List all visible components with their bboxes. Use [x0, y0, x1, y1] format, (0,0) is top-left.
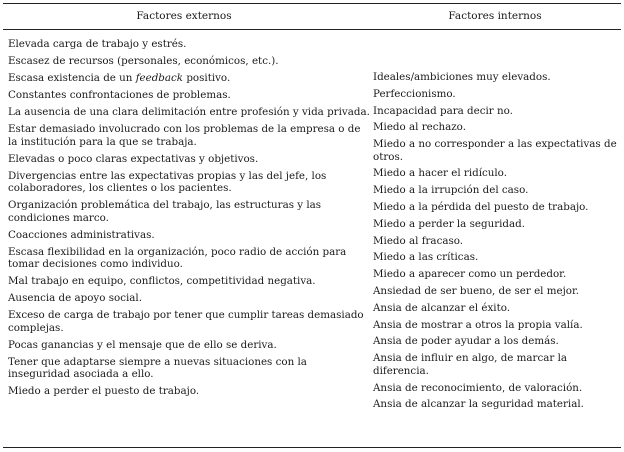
- header-internal: Factores internos: [448, 10, 542, 22]
- list-item: Organización problemática del trabajo, las estructuras y las condiciones marco.: [8, 199, 322, 224]
- internal-factors-list: [373, 71, 619, 415]
- list-item: Ansia de reconocimiento, de valoración.: [373, 381, 583, 394]
- list-item: Ansia de poder ayudar a los demás.: [373, 335, 559, 348]
- list-item: Escasa flexibilidad en la organización, poco radio de acción para tomar decisiones como individuo.: [8, 245, 347, 270]
- list-item: Incapacidad para decir no.: [373, 104, 513, 117]
- list-item: Miedo al rechazo.: [373, 121, 466, 134]
- bottom-rule: [3, 447, 621, 448]
- header-rule: [3, 29, 621, 30]
- list-item: Pocas ganancias y el mensaje que de ello se deriva.: [8, 338, 277, 351]
- header-external: Factores externos: [136, 10, 232, 22]
- list-item: Miedo a no corresponder a las expectativas de otros.: [373, 138, 617, 163]
- list-item: Ansiedad de ser bueno, de ser el mejor.: [373, 285, 580, 298]
- list-item: Exceso de carga de trabajo por tener que cumplir tareas demasiado complejas.: [8, 309, 364, 334]
- list-item: Estar demasiado involucrado con los problemas de la empresa o de la institución para la que se trabaja.: [8, 123, 361, 148]
- list-item: Miedo al fracaso.: [373, 234, 464, 247]
- list-item: Ausencia de apoyo social.: [8, 292, 142, 304]
- list-item: Miedo a aparecer como un perdedor.: [373, 268, 567, 281]
- list-item: Miedo a perder la seguridad.: [373, 217, 526, 230]
- list-item: Ideales/ambiciones muy elevados.: [373, 71, 551, 83]
- list-item: Elevadas o poco claras expectativas y objetivos.: [8, 152, 259, 165]
- list-item: Ansia de influir en algo, de marcar la diferencia.: [373, 352, 568, 377]
- list-item: Miedo a la irrupción del caso.: [373, 184, 529, 197]
- list-item: Escasez de recursos (personales, económicos, etc.).: [8, 55, 279, 67]
- list-item: Tener que adaptarse siempre a nuevas situaciones con la inseguridad asociada a ello.: [8, 355, 307, 380]
- list-item: Miedo a perder el puesto de trabajo.: [8, 385, 200, 397]
- list-item: Ansia de alcanzar la seguridad material.: [373, 398, 584, 411]
- list-item: Divergencias entre las expectativas propias y las del jefe, los colaboradores, los clientes o los pacientes.: [8, 169, 327, 194]
- external-factors-list: [8, 38, 370, 402]
- list-item: La ausencia de una clara delimitación entre profesión y vida privada.: [8, 106, 370, 118]
- list-item: Ansia de mostrar a otros la propia valía.: [373, 318, 583, 331]
- top-rule: [3, 3, 621, 4]
- list-item: Miedo a las críticas.: [373, 251, 479, 264]
- list-item: Perfeccionismo.: [373, 87, 456, 100]
- list-item: Mal trabajo en equipo, conflictos, competitividad negativa.: [8, 275, 316, 287]
- list-item: Coacciones administrativas.: [8, 228, 155, 241]
- list-item: Constantes confrontaciones de problemas.: [8, 89, 231, 101]
- list-item: Miedo a la pérdida del puesto de trabajo.: [373, 201, 589, 214]
- list-item: Miedo a hacer el ridículo.: [373, 167, 507, 180]
- list-item: Ansia de alcanzar el éxito.: [373, 301, 511, 314]
- list-item: Escasa existencia de un feedback positivo.: [8, 72, 231, 84]
- list-item: Elevada carga de trabajo y estrés.: [8, 38, 187, 50]
